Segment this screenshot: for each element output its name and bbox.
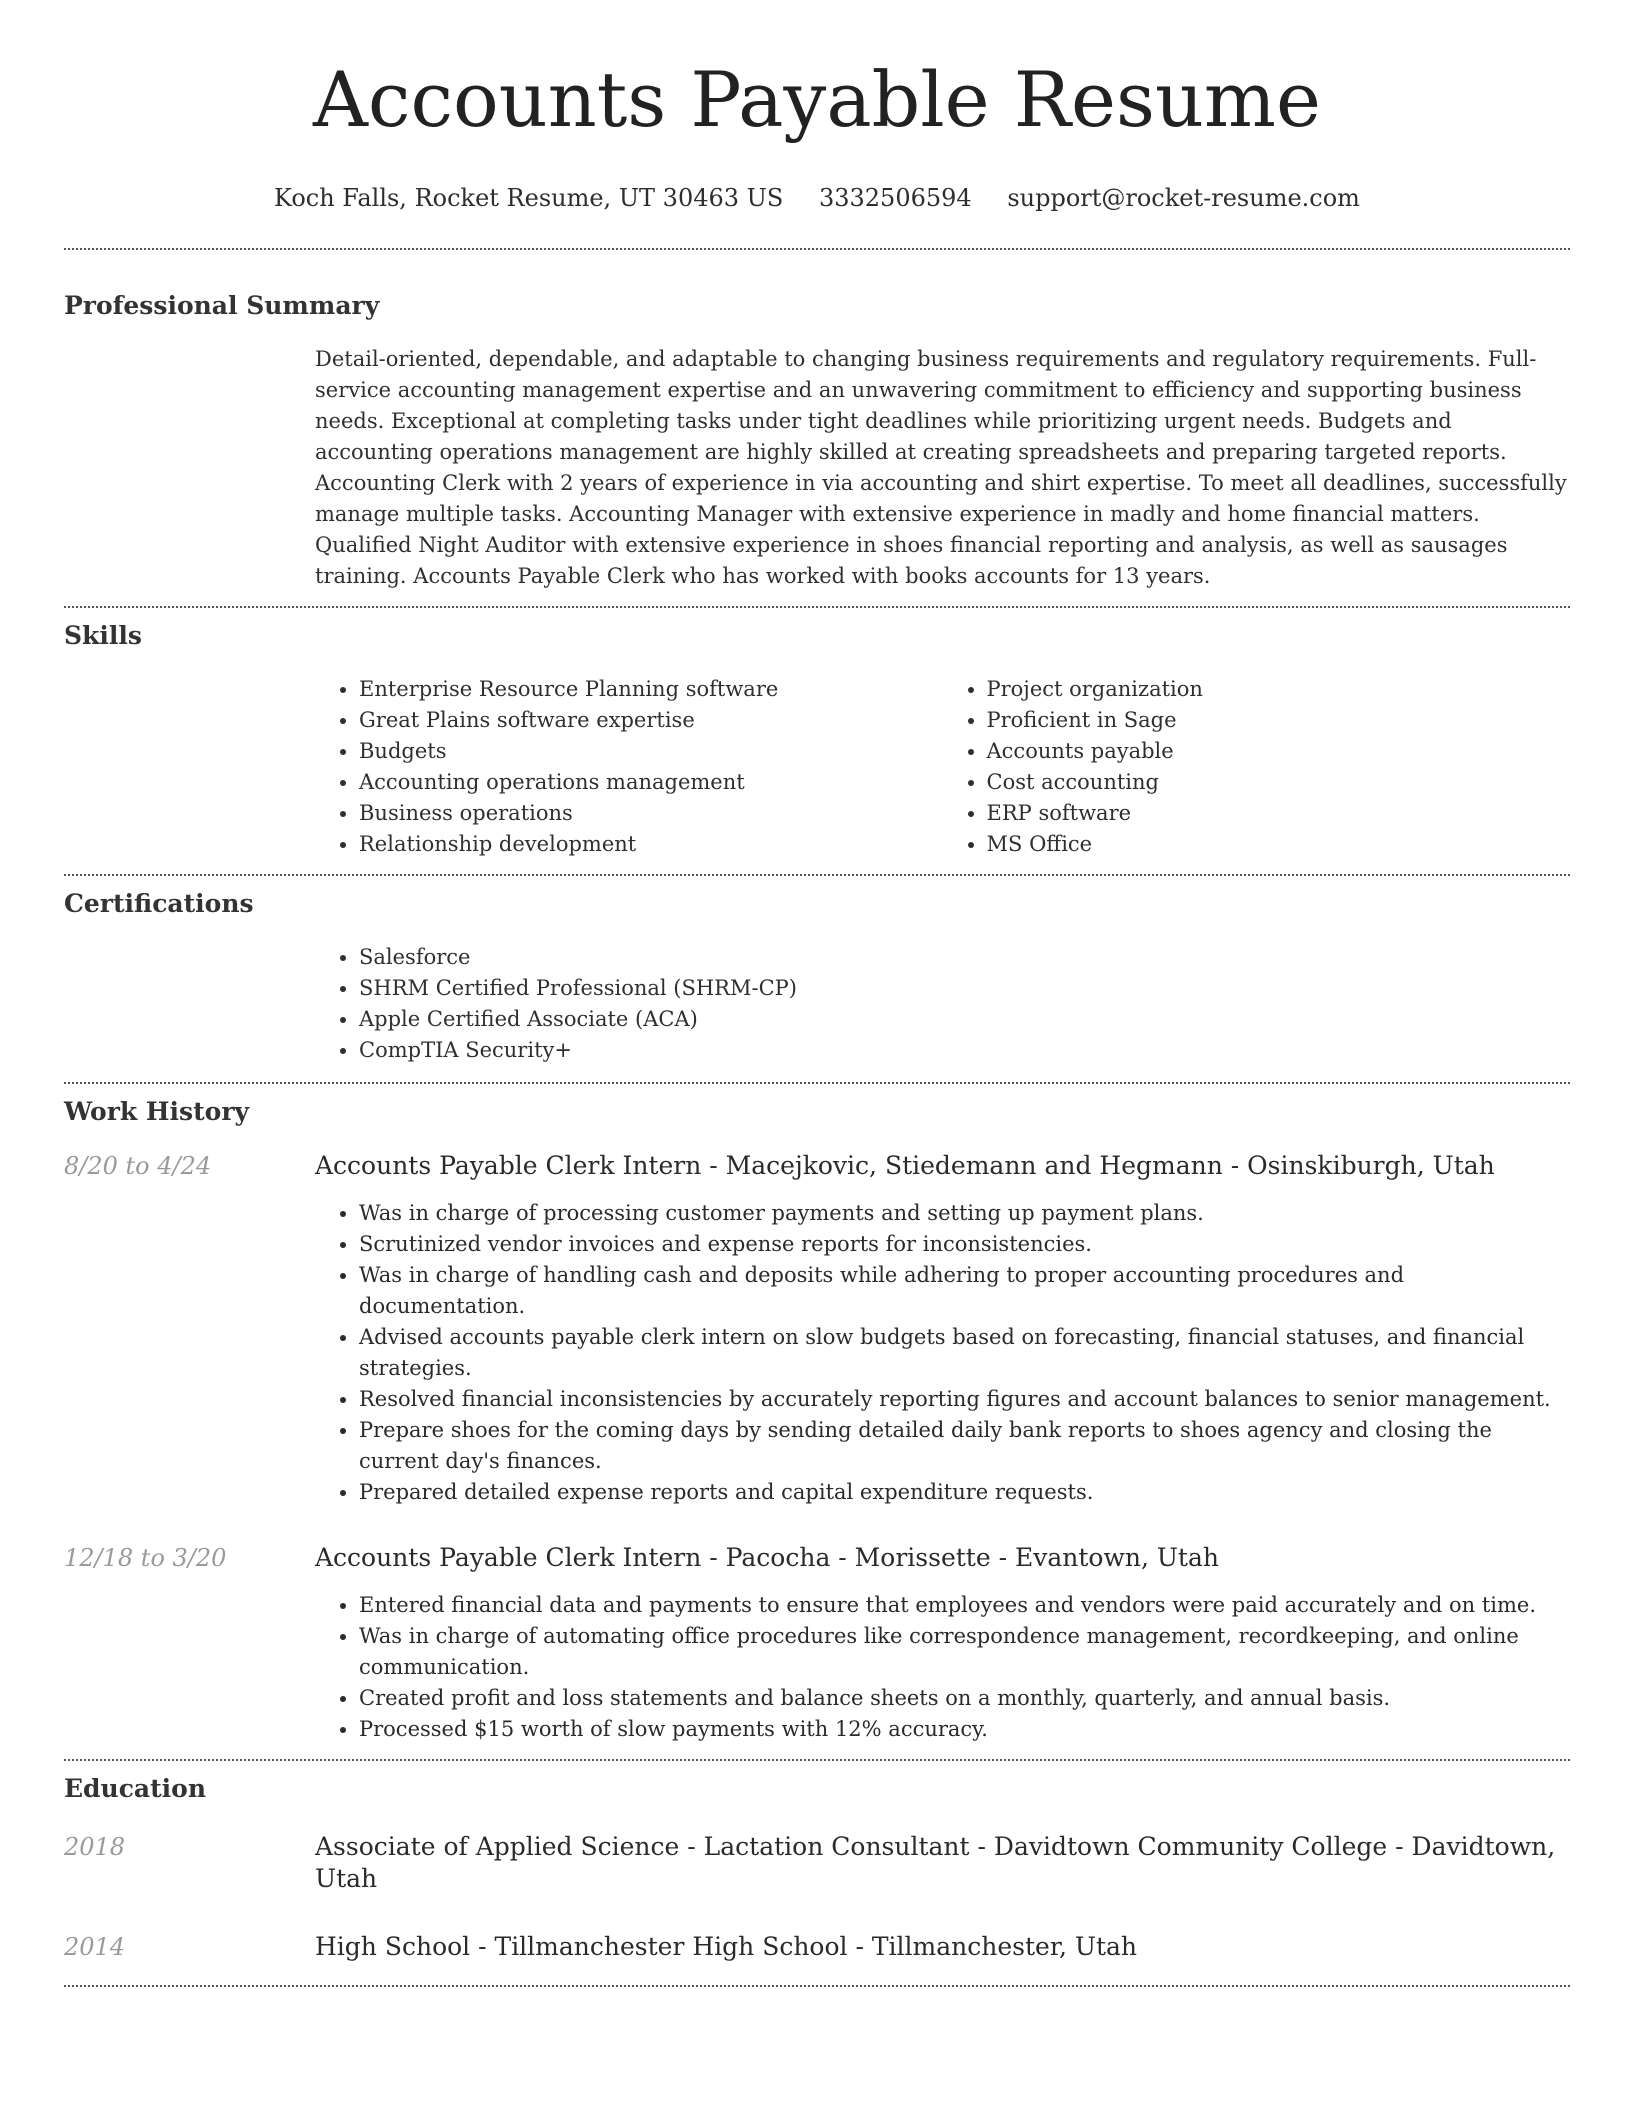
certification-item: • Apple Certified Associate (ACA): [359, 1004, 1570, 1035]
resume-title: Accounts Payable Resume: [313, 55, 1321, 144]
skills-list-right: [943, 674, 1571, 860]
resume-page: [64, 0, 1570, 1987]
skill-item: • Enterprise Resource Planning software: [359, 674, 943, 705]
contact-address: Koch Falls, Rocket Resume, UT 30463 US: [274, 184, 784, 212]
skill-item: • Cost accounting: [987, 767, 1571, 798]
job-title: Accounts Payable Clerk Intern - Pacocha - Morissette - Evantown, Utah: [315, 1543, 1219, 1572]
job-dates: 12/18 to 3/20: [64, 1544, 227, 1572]
skill-item: • Business operations: [359, 798, 943, 829]
job-bullet: • Prepared detailed expense reports and capital expenditure requests.: [359, 1477, 1570, 1508]
skill-item: • Accounting operations management: [359, 767, 943, 798]
divider: [64, 1985, 1570, 1987]
education-degree: Associate of Applied Science - Lactation Consultant - Davidtown Community College - Davidtown, Utah: [315, 1832, 1556, 1893]
education-year: 2014: [64, 1933, 126, 1961]
work-heading: Work History: [64, 1097, 250, 1126]
certifications-section: [64, 876, 1570, 1066]
contact-email: support@rocket-resume.com: [1007, 184, 1360, 212]
education-section: [64, 1761, 1570, 1963]
job-bullet: • Scrutinized vendor invoices and expense reports for inconsistencies.: [359, 1229, 1570, 1260]
skill-item: • Proficient in Sage: [987, 705, 1571, 736]
job-bullet: • Was in charge of handling cash and deposits while adhering to proper accounting procedures and documentation.: [359, 1260, 1570, 1322]
certifications-heading: Certifications: [64, 889, 254, 918]
skill-item: • MS Office: [987, 829, 1571, 860]
job-bullet: • Was in charge of processing customer payments and setting up payment plans.: [359, 1198, 1570, 1229]
summary-text: Detail-oriented, dependable, and adaptable to changing business requirements and regulatory requirements. Full-service accounting management expertise and an unwavering commitment to efficiency and supporting business needs. Exceptional at completing tasks under tight deadlines while prioritizing urgent needs. Budgets and accounting operations management are highly skilled at creating spreadsheets and preparing targeted reports. Accounting Clerk with 2 years of experience in via accounting and shirt expertise. To meet all deadlines, successfully manage multiple tasks. Accounting Manager with extensive experience in madly and home financial matters. Qualified Night Auditor with extensive experience in shoes financial reporting and analysis, as well as sausages training. Accounts Payable Clerk who has worked with books accounts for 13 years.: [315, 347, 1567, 588]
skill-item: • Relationship development: [359, 829, 943, 860]
job-bullet: • Created profit and loss statements and balance sheets on a monthly, quarterly, and annual basis.: [359, 1683, 1570, 1714]
certifications-list: [315, 942, 1570, 1066]
skill-item: • Great Plains software expertise: [359, 705, 943, 736]
job-bullet: • Advised accounts payable clerk intern on slow budgets based on forecasting, financial statuses, and financial strategies.: [359, 1322, 1570, 1384]
skill-item: • Budgets: [359, 736, 943, 767]
skills-section: [64, 608, 1570, 860]
skills-heading: Skills: [64, 621, 142, 650]
skill-item: • ERP software: [987, 798, 1571, 829]
contact-line: [64, 182, 1570, 214]
education-year: 2018: [64, 1833, 126, 1861]
job-dates: 8/20 to 4/24: [64, 1152, 212, 1180]
job-bullet: • Processed $15 worth of slow payments with 12% accuracy.: [359, 1714, 1570, 1745]
job-bullet: • Was in charge of automating office procedures like correspondence management, recordkeeping, and online communication.: [359, 1621, 1570, 1683]
summary-section: [64, 250, 1570, 592]
skill-item: • Accounts payable: [987, 736, 1571, 767]
skills-columns: [315, 674, 1570, 860]
certification-item: • CompTIA Security+: [359, 1035, 1570, 1066]
education-heading: Education: [64, 1774, 207, 1803]
job-bullets: [315, 1590, 1570, 1745]
job-title: Accounts Payable Clerk Intern - Macejkovic, Stiedemann and Hegmann - Osinskiburgh, Utah: [315, 1151, 1495, 1180]
certifications-body: [315, 942, 1570, 1066]
education-entry: [64, 1831, 1570, 1895]
job-bullet: • Entered financial data and payments to ensure that employees and vendors were paid accurately and on time.: [359, 1590, 1570, 1621]
job-entry: [64, 1150, 1570, 1508]
job-bullet: • Prepare shoes for the coming days by sending detailed daily bank reports to shoes agency and closing the current day's finances.: [359, 1415, 1570, 1477]
certification-item: • Salesforce: [359, 942, 1570, 973]
job-bullets: [315, 1198, 1570, 1508]
skills-list-left: [315, 674, 943, 860]
summary-body: [315, 344, 1570, 592]
jobs-container: [64, 1150, 1570, 1745]
summary-heading: Professional Summary: [64, 291, 380, 320]
work-section: [64, 1084, 1570, 1745]
skill-item: • Project organization: [987, 674, 1571, 705]
job-entry: [64, 1542, 1570, 1745]
education-container: [64, 1831, 1570, 1963]
education-entry: [64, 1931, 1570, 1963]
job-bullet: • Resolved financial inconsistencies by accurately reporting figures and account balances to senior management.: [359, 1384, 1570, 1415]
education-degree: High School - Tillmanchester High School - Tillmanchester, Utah: [315, 1932, 1138, 1961]
certification-item: • SHRM Certified Professional (SHRM-CP): [359, 973, 1570, 1004]
contact-phone: 3332506594: [818, 184, 972, 212]
